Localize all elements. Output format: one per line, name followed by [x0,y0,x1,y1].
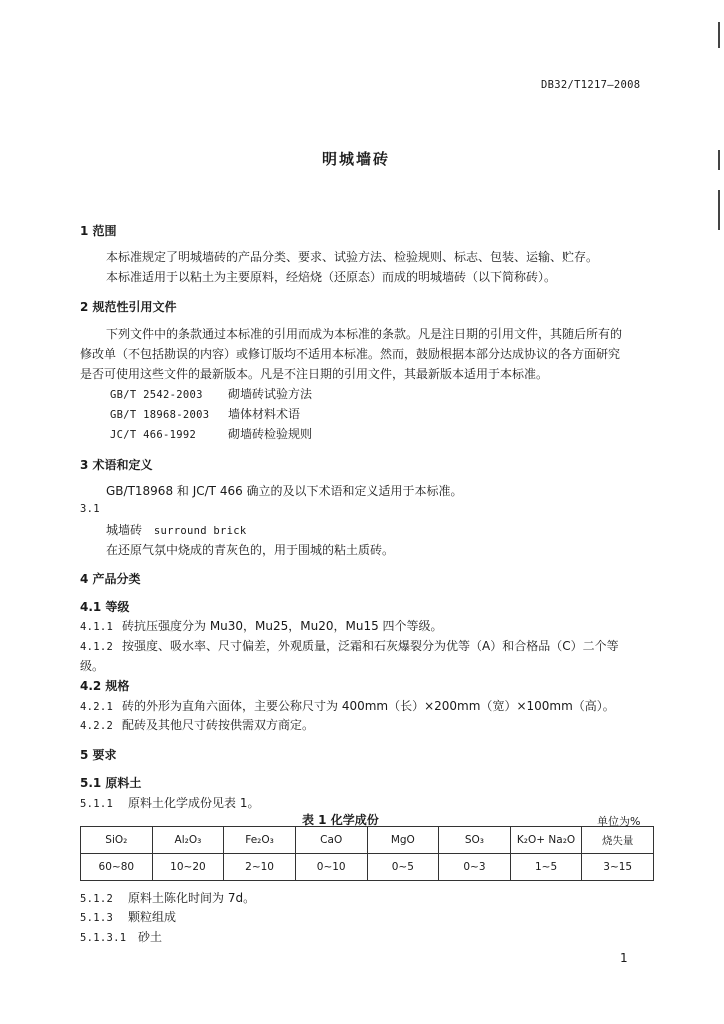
clause-4-2-1 [80,697,615,714]
table-header-cell: SiO₂ [81,827,153,854]
reference-name: 墙体材料术语 [228,407,301,421]
clause-text: 配砖及其他尺寸砖按供需双方商定。 [122,718,315,732]
table-header-cell: MgO [367,827,439,854]
term-chinese: 城墙砖 [106,523,143,537]
scan-edge-mark [718,150,720,170]
table-row [81,854,654,881]
section-2-heading: 2 规范性引用文件 [80,300,177,314]
reference-code: JC/T 466-1992 [110,429,197,441]
term-entry [106,521,247,538]
term-definition: 在还原气氛中烧成的青灰色的，用于围城的粘土质砖。 [106,543,395,557]
clause-number: 5.1.3 [80,912,114,924]
standard-code: DB32/T1217—2008 [541,79,641,91]
clause-4-2-2 [80,716,314,733]
section-2-paragraph-line-2: 修改单（不包括勘误的内容）或修订版均不适用本标准。然而，鼓励根据本部分达成协议的各方面研究 [80,347,621,361]
clause-number: 5.1.3.1 [80,932,127,944]
clause-text: 原料土陈化时间为 7d。 [128,891,256,905]
table-caption: 表 1 化学成份 [302,813,379,827]
clause-text: 颗粒组成 [128,910,177,924]
section-1-paragraph-1: 本标准规定了明城墙砖的产品分类、要求、试验方法、检验规则、标志、包装、运输、贮存。 [106,250,599,264]
table-cell: 0~10 [295,854,367,881]
reference-item [110,385,312,402]
clause-4-1-heading: 4.1 等级 [80,600,130,614]
section-3-paragraph: GB/T18968 和 JC/T 466 确立的及以下术语和定义适用于本标准。 [106,484,463,498]
section-2-paragraph-line-3: 是否可使用这些文件的最新版本。凡是不注日期的引用文件，其最新版本适用于本标准。 [80,367,549,381]
section-2-paragraph-line-1: 下列文件中的条款通过本标准的引用而成为本标准的条款。凡是注日期的引用文件，其随后所有的 [106,327,623,341]
clause-4-1-2 [80,637,619,654]
scan-edge-mark [718,22,720,48]
reference-code: GB/T 18968-2003 [110,409,210,421]
clause-number: 4.1.2 [80,641,114,653]
table-unit: 单位为% [597,815,641,828]
page-title: 明城墙砖 [322,150,391,168]
reference-name: 砌墙砖试验方法 [228,387,313,401]
section-1-heading: 1 范围 [80,224,117,238]
table-header-cell: K₂O+ Na₂O [510,827,582,854]
clause-4-2-heading: 4.2 规格 [80,679,130,693]
clause-number: 4.2.2 [80,720,114,732]
table-cell: 10~20 [152,854,224,881]
clause-5-1-3-1 [80,928,162,945]
table-header-cell: CaO [295,827,367,854]
page-number: 1 [620,951,628,965]
table-cell: 1~5 [510,854,582,881]
reference-item [110,425,312,442]
term-number: 3.1 [80,503,100,515]
scan-edge-mark [718,190,720,230]
clause-5-1-1 [80,794,259,811]
table-cell: 0~3 [439,854,511,881]
clause-number: 5.1.1 [80,798,114,810]
reference-name: 砌墙砖检验规则 [228,427,313,441]
section-4-heading: 4 产品分类 [80,572,141,586]
clause-text: 砖的外形为直角六面体，主要公称尺寸为 400mm（长）×200mm（宽）×100mm（高）。 [122,699,615,713]
clause-5-1-2 [80,889,255,906]
reference-code: GB/T 2542-2003 [110,389,203,401]
table-header-row [81,827,654,854]
section-3-heading: 3 术语和定义 [80,458,153,472]
clause-5-1-heading: 5.1 原料土 [80,776,142,790]
table-cell: 3~15 [582,854,654,881]
table-header-cell: Al₂O₃ [152,827,224,854]
table-cell: 60~80 [81,854,153,881]
clause-number: 5.1.2 [80,893,114,905]
clause-5-1-3 [80,908,176,925]
clause-4-1-2-continuation: 级。 [80,659,105,673]
clause-4-1-1 [80,617,443,634]
table-header-cell: SO₃ [439,827,511,854]
chemical-composition-table [80,826,654,881]
clause-text: 按强度、吸水率、尺寸偏差，外观质量，泛霜和石灰爆裂分为优等（A）和合格品（C）二个等 [122,639,619,653]
reference-item [110,405,300,422]
table-header-cell: Fe₂O₃ [224,827,296,854]
table-header-cell: 烧失量 [582,827,654,854]
clause-number: 4.2.1 [80,701,114,713]
table-cell: 2~10 [224,854,296,881]
table-cell: 0~5 [367,854,439,881]
clause-text: 砖抗压强度分为 Mu30，Mu25，Mu20，Mu15 四个等级。 [122,619,443,633]
section-1-paragraph-2: 本标准适用于以粘土为主要原料，经焙烧（还原态）而成的明城墙砖（以下简称砖）。 [106,270,557,284]
term-english: surround brick [153,525,247,537]
clause-text: 原料土化学成份见表 1。 [128,796,260,810]
clause-number: 4.1.1 [80,621,114,633]
clause-text: 砂土 [138,930,163,944]
section-5-heading: 5 要求 [80,748,117,762]
